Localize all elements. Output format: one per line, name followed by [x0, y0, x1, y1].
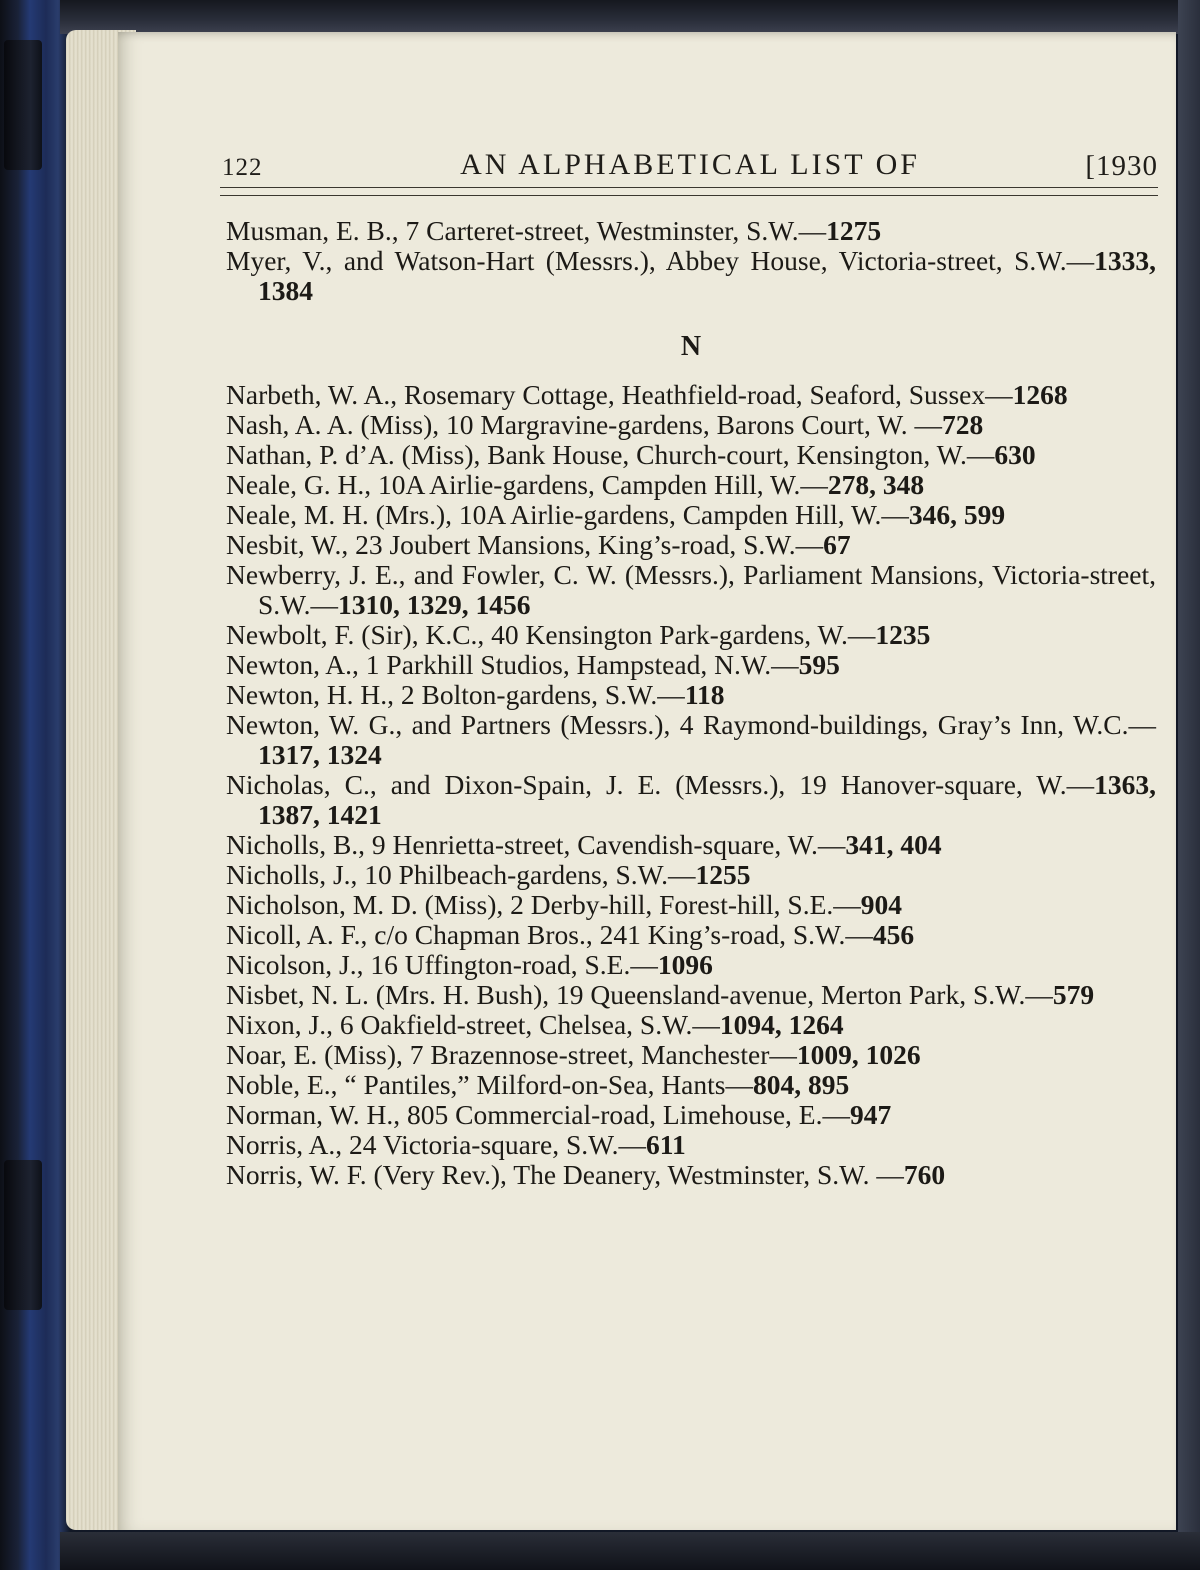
entry-text: Newbolt, F. (Sir), K.C., 40 Kensington Park-gardens, W.—: [226, 619, 876, 650]
ribbon-tab-top: [4, 40, 42, 170]
list-item: [226, 710, 1156, 770]
entry-text: Nicholson, M. D. (Miss), 2 Derby-hill, Forest-hill, S.E.—: [226, 889, 861, 920]
entry-numbers: 1333, 1384: [258, 245, 1156, 306]
entry-numbers: 947: [849, 1099, 892, 1130]
entry-numbers: 904: [860, 889, 903, 920]
entry-text: Nesbit, W., 23 Joubert Mansions, King’s-road, S.W.—: [226, 529, 824, 560]
entry-text: Newton, A., 1 Parkhill Studios, Hampstead, N.W.—: [226, 649, 799, 680]
entry-numbers: 278, 348: [827, 469, 925, 500]
list-item: [226, 680, 1156, 710]
entry-text: Nathan, P. d’A. (Miss), Bank House, Church-court, Kensington, W.—: [226, 439, 995, 470]
entry-text: Norris, W. F. (Very Rev.), The Deanery, Westminster, S.W. —: [226, 1159, 904, 1190]
list-item: [226, 246, 1156, 306]
entry-text: Nisbet, N. L. (Mrs. H. Bush), 19 Queensland-avenue, Merton Park, S.W.—: [226, 979, 1053, 1010]
list-item: [226, 560, 1156, 620]
list-item: [226, 1100, 1156, 1130]
entry-text: Norman, W. H., 805 Commercial-road, Limehouse, E.—: [226, 1099, 850, 1130]
list-item: [226, 380, 1156, 410]
list-item: [226, 830, 1156, 860]
list-item: [226, 1160, 1156, 1190]
entry-text: Newton, W. G., and Partners (Messrs.), 4 Raymond-buildings, Gray’s Inn, W.C.—: [226, 709, 1156, 740]
page-number: 122: [222, 154, 263, 181]
entry-numbers: 341, 404: [845, 829, 942, 860]
entry-numbers: 579: [1052, 979, 1095, 1010]
entry-text: Nicolson, J., 16 Uffington-road, S.E.—: [226, 949, 658, 980]
list-item: [226, 440, 1156, 470]
entry-numbers: 595: [798, 649, 840, 680]
entry-numbers: 1094, 1264: [719, 1009, 844, 1040]
entry-text: Musman, E. B., 7 Carteret-street, Westminster, S.W.—: [226, 215, 827, 246]
entry-numbers: 1009, 1026: [796, 1039, 921, 1070]
entry-text: Norris, A., 24 Victoria-square, S.W.—: [226, 1129, 646, 1160]
list-item: [226, 890, 1156, 920]
list-item: [226, 530, 1156, 560]
list-item: [226, 620, 1156, 650]
entry-text: Narbeth, W. A., Rosemary Cottage, Heathfield-road, Seaford, Sussex—: [226, 379, 1013, 410]
page-title: AN ALPHABETICAL LIST OF: [460, 148, 920, 181]
list-item: [226, 650, 1156, 680]
entry-text: Nixon, J., 6 Oakfield-street, Chelsea, S.W.—: [226, 1009, 720, 1040]
list-item: [226, 980, 1156, 1010]
entry-numbers: 760: [903, 1159, 946, 1190]
list-item: [226, 216, 1156, 246]
entry-numbers: 1096: [657, 949, 713, 980]
entry-text: Neale, M. H. (Mrs.), 10A Airlie-gardens, Campden Hill, W.—: [226, 499, 909, 530]
running-head: [222, 144, 1158, 188]
entry-numbers: 1235: [875, 619, 931, 650]
list-item: [226, 410, 1156, 440]
list-item: [226, 920, 1156, 950]
entry-text: Neale, G. H., 10A Airlie-gardens, Campden Hill, W.—: [226, 469, 828, 500]
list-item: [226, 470, 1156, 500]
entry-text: Nicholas, C., and Dixon-Spain, J. E. (Messrs.), 19 Hanover-square, W.—: [226, 769, 1095, 800]
entry-text: Nicholls, J., 10 Philbeach-gardens, S.W.—: [226, 859, 696, 890]
entry-numbers: 1310, 1329, 1456: [337, 589, 531, 620]
entry-text: Nash, A. A. (Miss), 10 Margravine-gardens, Barons Court, W. —: [226, 409, 942, 440]
list-item: [226, 770, 1156, 830]
entry-numbers: 118: [684, 679, 725, 710]
entry-numbers: 1363, 1387, 1421: [258, 769, 1156, 830]
book-page: [118, 32, 1176, 1530]
entry-numbers: 804, 895: [752, 1069, 850, 1100]
entry-numbers: 1317, 1324: [258, 739, 382, 770]
entry-numbers: 630: [994, 439, 1036, 470]
page-year: [1930: [1085, 150, 1158, 182]
list-item: [226, 1010, 1156, 1040]
header-double-rule: [220, 187, 1158, 196]
ribbon-tab-bottom: [4, 1160, 42, 1310]
cover-bottom-edge: [60, 1532, 1200, 1570]
entry-numbers: 346, 599: [908, 499, 1006, 530]
entry-numbers: 1268: [1012, 379, 1068, 410]
list-item: [226, 860, 1156, 890]
entry-list: [226, 216, 1156, 1190]
cover-right-edge: [1178, 0, 1200, 1570]
entry-text: Myer, V., and Watson-Hart (Messrs.), Abbey House, Victoria-street, S.W.—: [226, 245, 1095, 276]
entry-numbers: 1255: [695, 859, 751, 890]
entry-numbers: 728: [941, 409, 984, 440]
entry-text: Noar, E. (Miss), 7 Brazennose-street, Manchester—: [226, 1039, 797, 1070]
entry-numbers: 456: [872, 919, 915, 950]
list-item: [226, 1040, 1156, 1070]
entry-numbers: 67: [823, 529, 851, 560]
entry-text: Nicholls, B., 9 Henrietta-street, Cavendish-square, W.—: [226, 829, 846, 860]
list-item: [226, 1130, 1156, 1160]
cover-top-edge: [60, 0, 1200, 34]
entry-text: Noble, E., “ Pantiles,” Milford-on-Sea, Hants—: [226, 1069, 753, 1100]
section-letter-heading: N: [680, 331, 702, 362]
entry-text: Newton, H. H., 2 Bolton-gardens, S.W.—: [226, 679, 685, 710]
entry-numbers: 611: [645, 1129, 686, 1160]
list-item: [226, 950, 1156, 980]
entry-text: Nicoll, A. F., c/o Chapman Bros., 241 King’s-road, S.W.—: [226, 919, 873, 950]
list-item: [226, 1070, 1156, 1100]
entry-text: Newberry, J. E., and Fowler, C. W. (Messrs.), Parliament Mansions, Victoria-street, S.W.—: [226, 559, 1156, 620]
entry-numbers: 1275: [826, 215, 882, 246]
list-item: [226, 500, 1156, 530]
